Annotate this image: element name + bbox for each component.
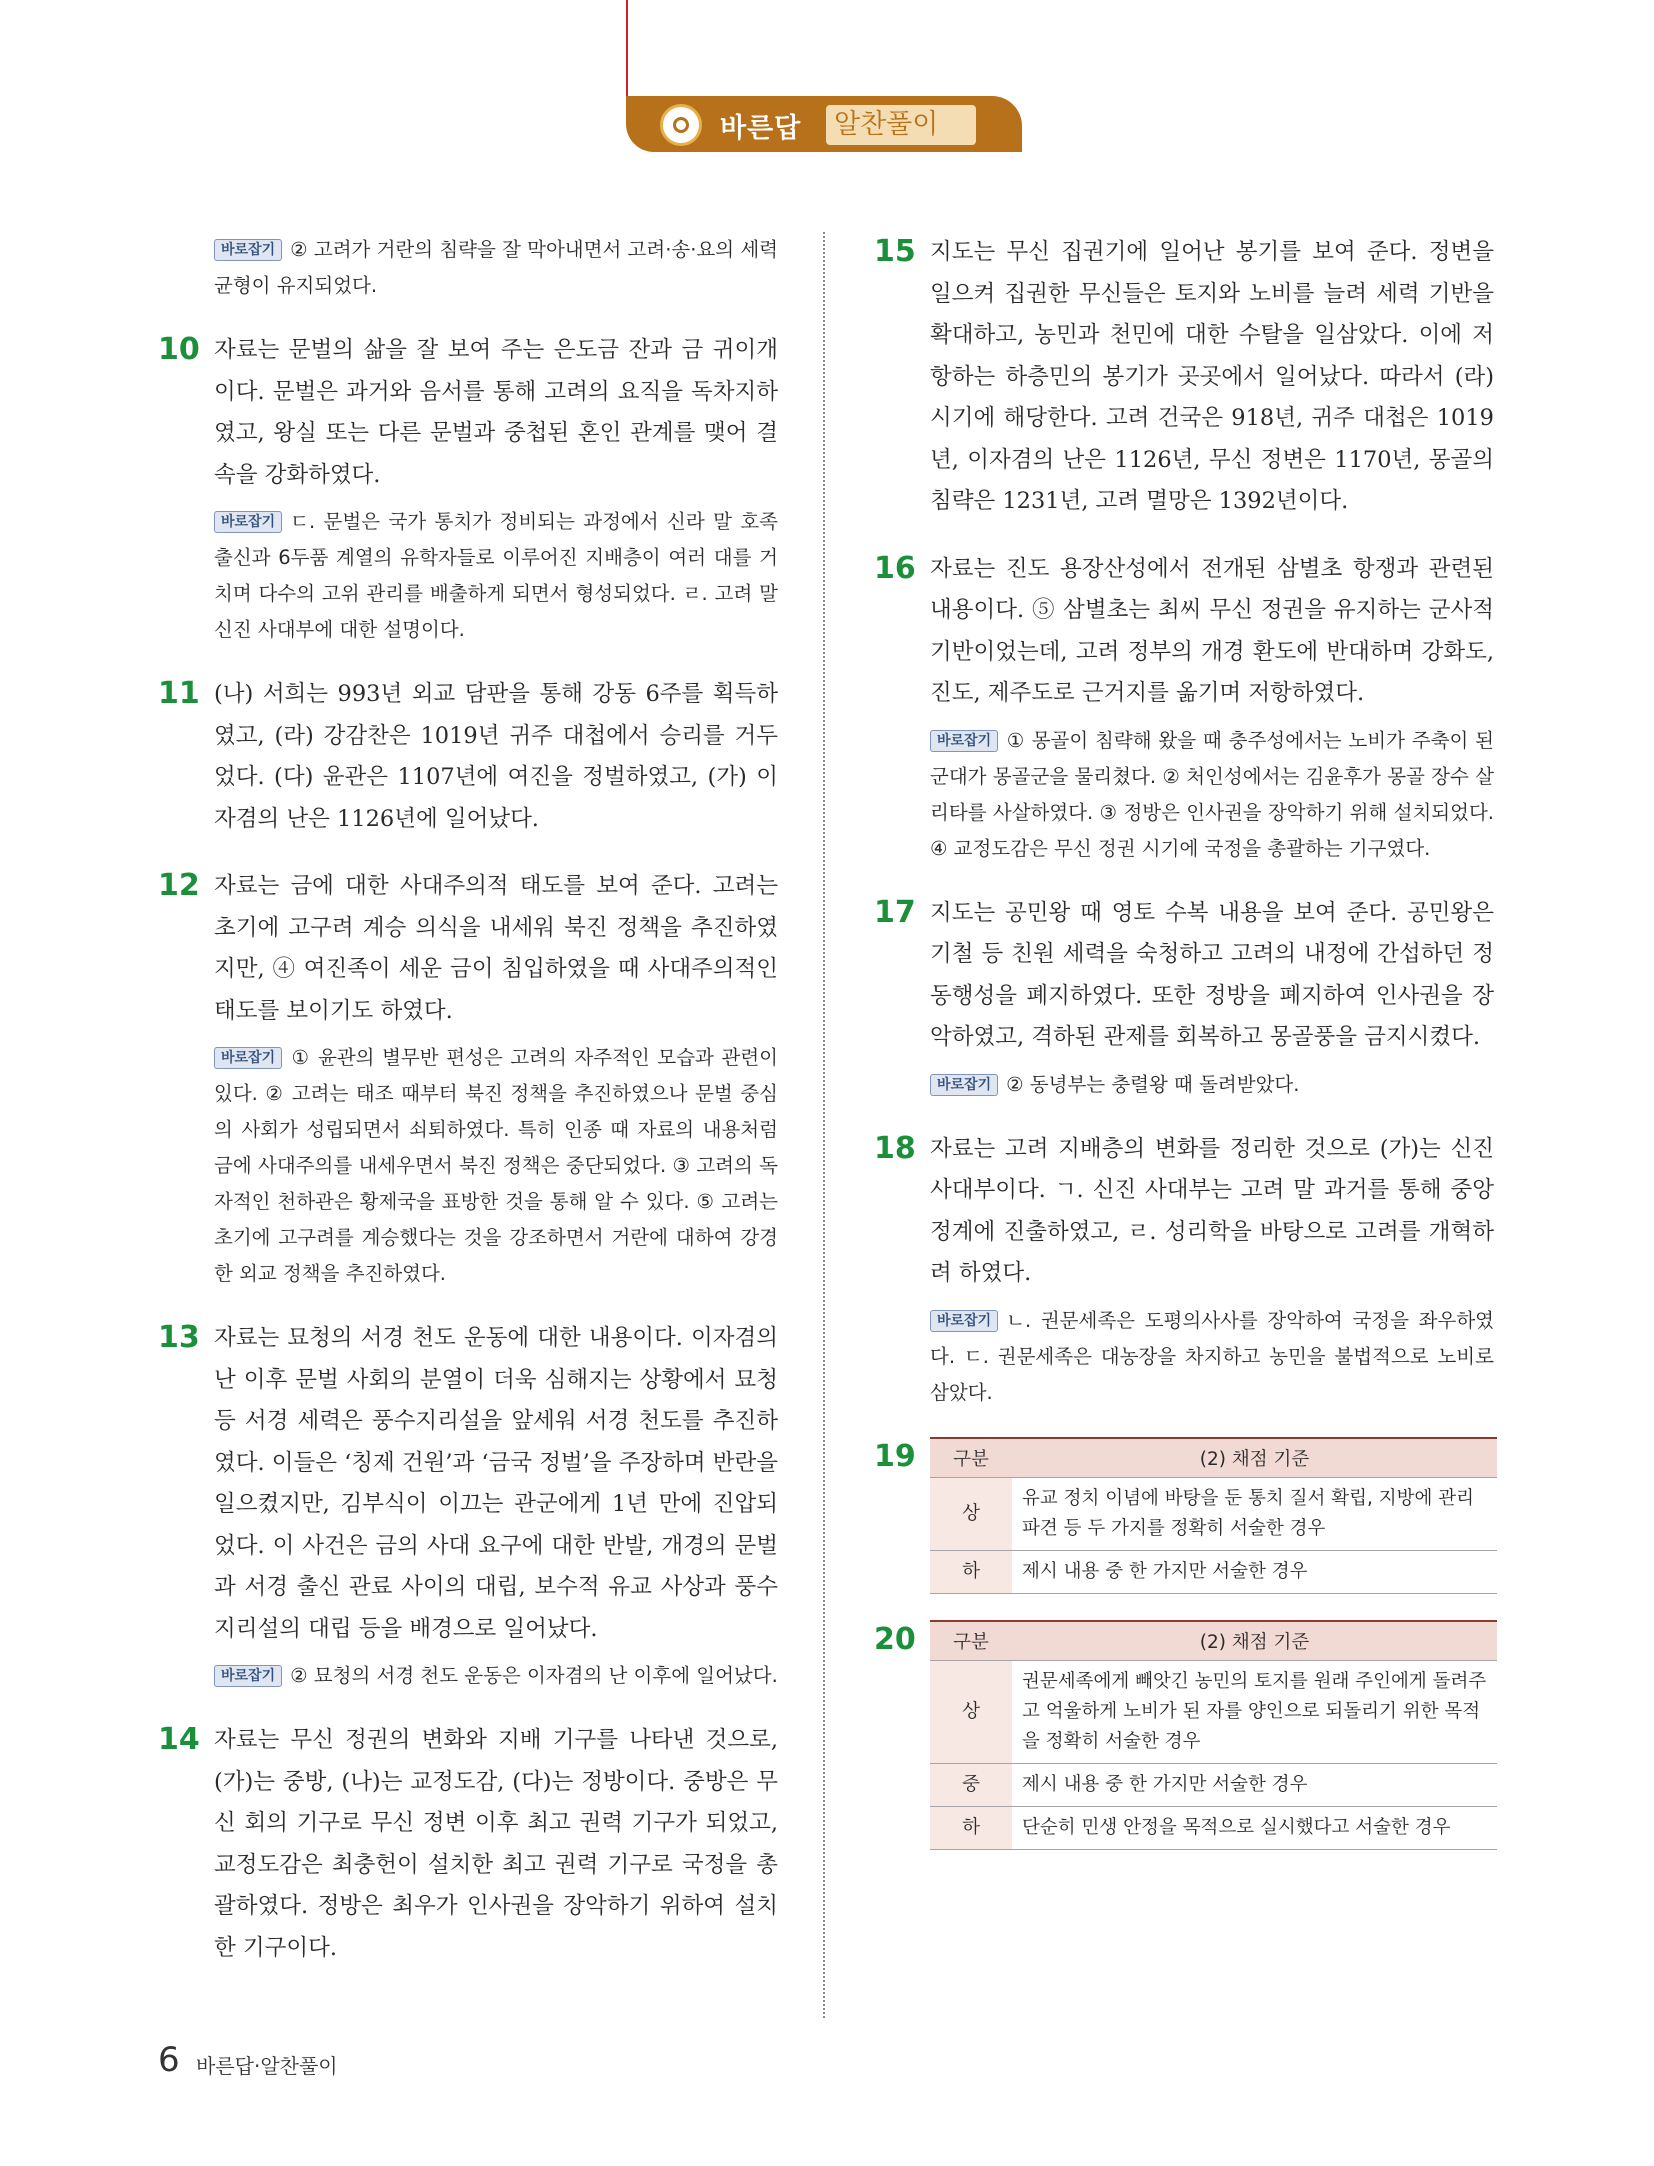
question-number: 11 (158, 676, 200, 711)
grade-level: 상 (930, 1477, 1012, 1550)
header-title-main: 바른답 (720, 113, 802, 144)
header-red-line (626, 0, 628, 108)
answer-11 (158, 674, 778, 840)
column-header-criteria: (2) 채점 기준 (1012, 1438, 1497, 1478)
correction-note: 바로잡기 ㄴ. 권문세족은 도평의사사를 장악하여 국정을 좌우하였다. ㄷ. 권문세족은 대농장을 차지하고 농민을 불법적으로 노비로 삼았다. (930, 1308, 1494, 1404)
correction-badge: 바로잡기 (214, 1665, 282, 1687)
answer-body: (나) 서희는 993년 외교 담판을 통해 강동 6주를 획득하였고, (라) 강감찬은 1019년 귀주 대첩에서 승리를 거두었다. (다) 윤관은 1107년에 여진을 정벌하였고, (가) 이자겸의 난은 1126년에 일어났다. (214, 681, 778, 832)
correction-note: 바로잡기 ② 고려가 거란의 침략을 잘 막아내면서 고려·송·요의 세력 균형이 유지되었다. (214, 238, 778, 297)
correction-note: 바로잡기 ② 동녕부는 충렬왕 때 돌려받았다. (930, 1067, 1494, 1103)
answer-9-continued (158, 232, 778, 304)
grade-criteria: 유교 정치 이념에 바탕을 둔 통치 질서 확립, 지방에 관리 파견 등 두 가지를 정확히 서술한 경우 (1012, 1477, 1497, 1550)
correction-badge: 바로잡기 (214, 1047, 282, 1069)
answer-15 (874, 232, 1494, 523)
header-title-sub: 알찬풀이 (826, 105, 976, 145)
answer-12 (158, 866, 778, 1292)
answer-14 (158, 1720, 778, 1969)
column-header-level: 구분 (930, 1438, 1012, 1478)
correction-note: 바로잡기 ① 윤관의 별무반 편성은 고려의 자주적인 모습과 관련이 있다. ② 고려는 태조 때부터 북진 정책을 추진하였으나 문벌 중심의 사회가 성립되면서 쇠퇴하였다. 특히 인종 때 자료의 내용처럼 금에 사대주의를 내세우면서 북진 정책은 중단되었다. ③ 고려의 독자적인 천하관은 황제국을 표방한 것을 통해 알 수 있다. ⑤ 고려는 초기에 고구려를 계승했다는 것을 강조하면서 거란에 대하여 강경한 외교 정책을 추진하였다. (214, 1046, 778, 1285)
table-row (930, 1660, 1497, 1763)
scoring-table (930, 1620, 1497, 1850)
table-row (930, 1477, 1497, 1550)
answer-body: 자료는 금에 대한 사대주의적 태도를 보여 준다. 고려는 초기에 고구려 계승 의식을 내세워 북진 정책을 추진하였지만, ④ 여진족이 세운 금이 침입하였을 때 사대주의적인 태도를 보이기도 하였다. (214, 873, 778, 1024)
column-divider (823, 232, 825, 2018)
correction-badge: 바로잡기 (930, 730, 998, 752)
correction-note: 바로잡기 ① 몽골이 침략해 왔을 때 충주성에서는 노비가 주축이 된 군대가 몽골군을 물리쳤다. ② 처인성에서는 김윤후가 몽골 장수 살리타를 사살하였다. ③ 정방은 인사권을 장악하기 위해 설치되었다. ④ 교정도감은 무신 정권 시기에 국정을 총괄하는 기구였다. (930, 728, 1494, 860)
grade-level: 중 (930, 1763, 1012, 1806)
answer-19 (874, 1437, 1494, 1594)
correction-badge: 바로잡기 (930, 1310, 998, 1332)
footer-title: 바른답·알찬풀이 (196, 2054, 338, 2078)
answer-body: 자료는 무신 정권의 변화와 지배 기구를 나타낸 것으로, (가)는 중방, (나)는 교정도감, (다)는 정방이다. 중방은 무신 회의 기구로 무신 정변 이후 최고 권력 기구가 되었고, 교정도감은 최충헌이 설치한 최고 권력 기구로 국정을 총괄하였다. 정방은 최우가 인사권을 장악하기 위하여 설치한 기구이다. (214, 1727, 778, 1961)
column-header-criteria: (2) 채점 기준 (1012, 1621, 1497, 1661)
question-number: 19 (874, 1438, 916, 1474)
grade-level: 하 (930, 1806, 1012, 1849)
answer-17 (874, 893, 1494, 1103)
correction-badge: 바로잡기 (214, 511, 282, 533)
question-number: 14 (158, 1722, 200, 1757)
left-column (158, 232, 778, 1995)
table-header-row (930, 1621, 1497, 1661)
answer-body: 자료는 진도 용장산성에서 전개된 삼별초 항쟁과 관련된 내용이다. ⑤ 삼별초는 최씨 무신 정권을 유지하는 군사적 기반이었는데, 고려 정부의 개경 환도에 반대하며 강화도, 진도, 제주도로 근거지를 옮기며 저항하였다. (930, 555, 1494, 706)
question-number: 20 (874, 1621, 916, 1657)
answer-13 (158, 1318, 778, 1694)
grade-criteria: 권문세족에게 빼앗긴 농민의 토지를 원래 주인에게 돌려주고 억울하게 노비가 된 자를 양인으로 되돌리기 위한 목적을 정확히 서술한 경우 (1012, 1660, 1497, 1763)
answer-16 (874, 549, 1494, 867)
grade-criteria: 단순히 민생 안정을 목적으로 실시했다고 서술한 경우 (1012, 1806, 1497, 1849)
correction-badge: 바로잡기 (930, 1074, 998, 1096)
question-number: 18 (874, 1130, 916, 1166)
answer-body: 지도는 무신 집권기에 일어난 봉기를 보여 준다. 정변을 일으켜 집권한 무신들은 토지와 노비를 늘려 세력 기반을 확대하고, 농민과 천민에 대한 수탈을 일삼았다. 이에 저항하는 하층민의 봉기가 곳곳에서 일어났다. 따라서 (라) 시기에 해당한다. 고려 건국은 918년, 귀주 대첩은 1019년, 이자겸의 난은 1126년, 무신 정변은 1170년, 몽골의 침략은 1231년, 고려 멸망은 1392년이다. (930, 239, 1494, 514)
table-row (930, 1806, 1497, 1849)
grade-level: 하 (930, 1550, 1012, 1593)
grade-level: 상 (930, 1660, 1012, 1763)
question-number: 15 (874, 234, 916, 269)
grade-criteria: 제시 내용 중 한 가지만 서술한 경우 (1012, 1550, 1497, 1593)
answer-10 (158, 330, 778, 648)
answer-18 (874, 1129, 1494, 1411)
table-row (930, 1550, 1497, 1593)
table-header-row (930, 1438, 1497, 1478)
right-column (874, 232, 1494, 1876)
column-header-level: 구분 (930, 1621, 1012, 1661)
correction-note: 바로잡기 ㄷ. 문벌은 국가 통치가 정비되는 과정에서 신라 말 호족 출신과 6두품 계열의 유학자들로 이루어진 지배층이 여러 대를 거치며 다수의 고위 관리를 배출하게 되면서 형성되었다. ㄹ. 고려 말 신진 사대부에 대한 설명이다. (214, 510, 778, 641)
grade-criteria: 제시 내용 중 한 가지만 서술한 경우 (1012, 1763, 1497, 1806)
question-number: 10 (158, 332, 200, 367)
correction-note: 바로잡기 ② 묘청의 서경 천도 운동은 이자겸의 난 이후에 일어났다. (214, 1658, 778, 1694)
question-number: 16 (874, 550, 916, 586)
question-number: 12 (158, 868, 200, 903)
scoring-table (930, 1437, 1497, 1594)
correction-badge: 바로잡기 (214, 239, 282, 261)
table-row (930, 1763, 1497, 1806)
question-number: 17 (874, 894, 916, 930)
answer-body: 자료는 고려 지배층의 변화를 정리한 것으로 (가)는 신진 사대부이다. ㄱ. 신진 사대부는 고려 말 과거를 통해 중앙 정계에 진출하였고, ㄹ. 성리학을 바탕으로 고려를 개혁하려 하였다. (930, 1135, 1494, 1286)
page-number: 6 (158, 2040, 180, 2080)
question-number: 13 (158, 1320, 200, 1355)
clock-icon (660, 104, 702, 146)
answer-body: 자료는 묘청의 서경 천도 운동에 대한 내용이다. 이자겸의 난 이후 문벌 사회의 분열이 더욱 심해지는 상황에서 묘청 등 서경 세력은 풍수지리설을 앞세워 서경 천도를 추진하였다. 이들은 ‘칭제 건원’과 ‘금국 정벌’을 주장하며 반란을 일으켰지만, 김부식이 이끄는 관군에게 1년 만에 진압되었다. 이 사건은 금의 사대 요구에 대한 반발, 개경의 문벌과 서경 출신 관료 사이의 대립, 보수적 유교 사상과 풍수지리설의 대립 등을 배경으로 일어났다. (214, 1325, 778, 1642)
answer-body: 자료는 문벌의 삶을 잘 보여 주는 은도금 잔과 금 귀이개이다. 문벌은 과거와 음서를 통해 고려의 요직을 독차지하였고, 왕실 또는 다른 문벌과 중첩된 혼인 관계를 맺어 결속을 강화하였다. (214, 337, 778, 488)
answer-body: 지도는 공민왕 때 영토 수복 내용을 보여 준다. 공민왕은 기철 등 친원 세력을 숙청하고 고려의 내정에 간섭하던 정동행성을 폐지하였다. 또한 정방을 폐지하여 인사권을 장악하였고, 격하된 관제를 회복하고 몽골풍을 금지시켰다. (930, 899, 1494, 1050)
answer-20 (874, 1620, 1494, 1850)
